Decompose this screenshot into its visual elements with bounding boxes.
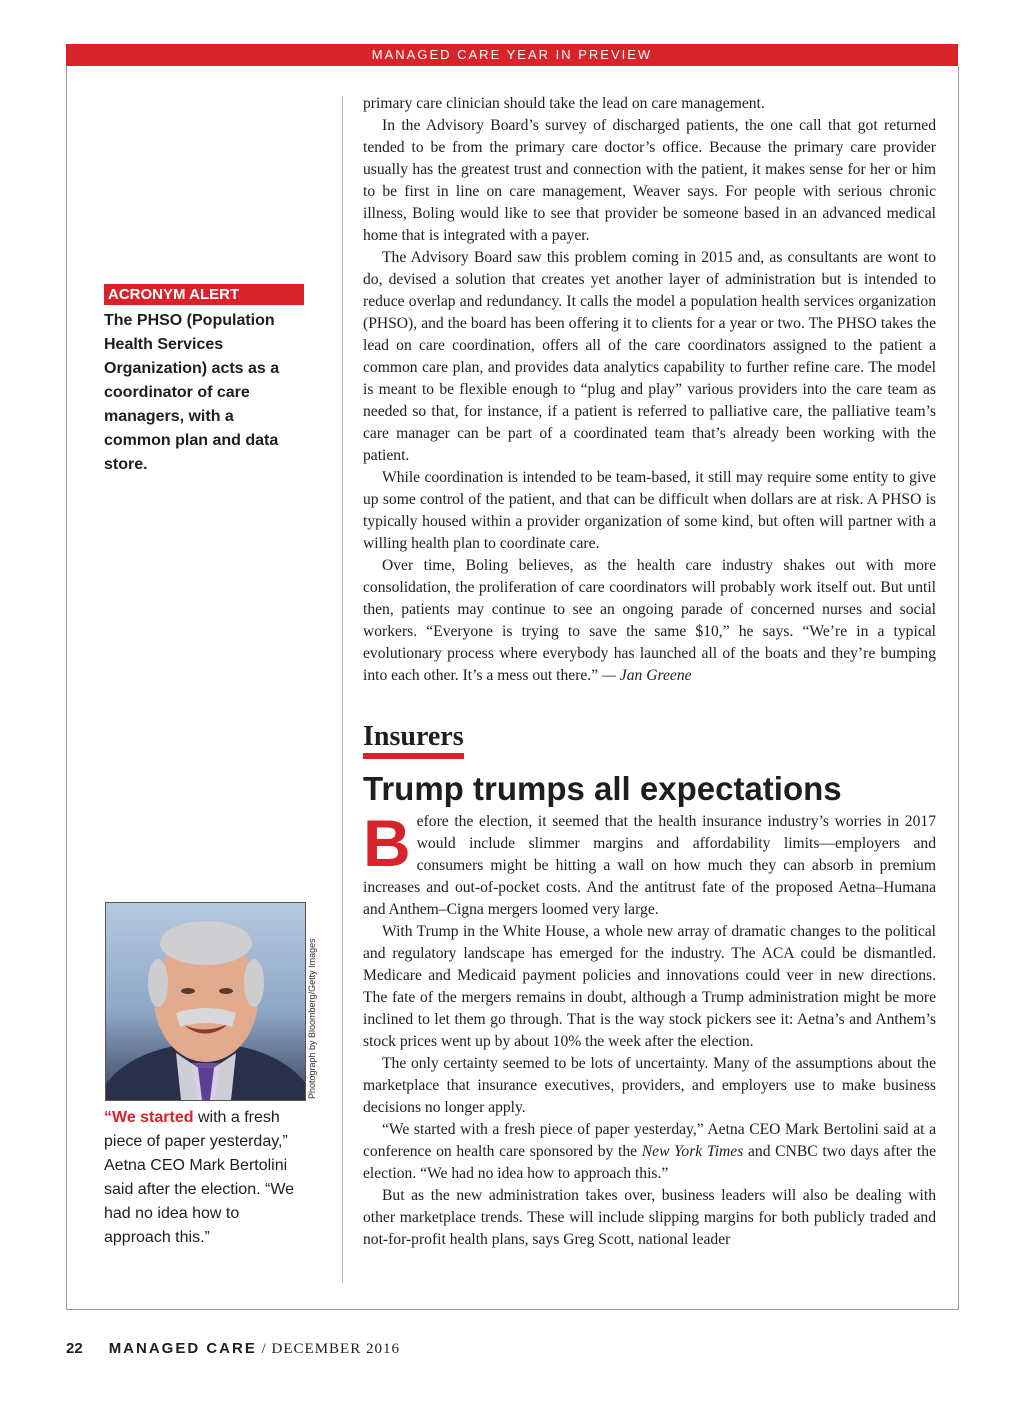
caption-emphasis: “We started: [104, 1109, 194, 1126]
acronym-alert-box: [104, 284, 304, 477]
section-label-insurers: Insurers: [363, 721, 464, 759]
bertolini-photo: [105, 902, 306, 1101]
acronym-alert-text: The PHSO (Population Health Services Organization) acts as a coordinator of care managers, with a common plan and data store.: [104, 312, 280, 473]
column-divider: [342, 96, 343, 1283]
page-number: 22: [66, 1340, 83, 1357]
page-footer: [66, 1340, 400, 1358]
drop-cap: B: [363, 806, 411, 880]
article1-paragraph: While coordination is intended to be team-based, it still may require some entity to give up some control of the patient, and that can be difficult when dollars are at risk. A PHSO is typically housed within a provider organization of some kind, but often will partner with a willing health plan to coordinate care.: [363, 469, 936, 552]
article2-lead-paragraph: [363, 806, 936, 921]
section-banner: [66, 44, 958, 66]
article2-lead-text: efore the election, it seemed that the health insurance industry’s worries in 2017 would include slimmer margins and affordability limits—employers and consumers might be hitting a wall on how much they can absorb in premium increases and out-of-pocket costs. And the antitrust fate of the proposed Aetna–Humana and Anthem–Cigna mergers loomed very large.: [363, 813, 936, 918]
issue-date: / DECEMBER 2016: [256, 1341, 400, 1357]
article2-quote-paragraph: [363, 1119, 936, 1185]
article1-last-paragraph: [363, 555, 936, 687]
quote-before: “We started with a fresh piece of paper yesterday,” Aetna CEO Mark Bertolini said at a conference on health care sponsored by the: [363, 1121, 936, 1160]
article-column: [363, 93, 936, 1251]
byline: — Jan Greene: [602, 667, 692, 684]
article2-headline: Trump trumps all expectations: [363, 770, 842, 807]
photo-credit: Photograph by Bloomberg/Getty Images: [307, 938, 317, 1099]
article1-paragraph: primary care clinician should take the lead on care management.: [363, 95, 765, 112]
magazine-name: MANAGED CARE: [108, 1340, 257, 1357]
photo-caption: [104, 1106, 309, 1250]
article2-final-paragraph: But as the new administration takes over, business leaders will also be dealing with other marketplace trends. These will include slipping margins for both publicly traded and not-for-profit health plans, says Greg Scott, national leader: [363, 1187, 936, 1248]
article1-last-text: Over time, Boling believes, as the health care industry shakes out with more consolidation, the proliferation of care coordinators will probably work itself out. But until then, patients may continue to see an ongoing parade of concerned nurses and social workers. “Everyone is trying to save the same $10,” he says. “We’re in a typical evolutionary process where everybody has launched all of the boats and they’re bumping into each other. It’s a mess out there.”: [363, 557, 936, 684]
article1-paragraph: In the Advisory Board’s survey of discharged patients, the one call that got returned tended to be from the primary care doctor’s office. Because the primary care provider usually has the greatest trust and connection with the patient, it makes sense for her or him to be first in line on care management, Weaver says. For people with serious chronic illness, Boling would like to see that provider be someone based in an advanced medical home that is integrated with a payer.: [363, 117, 936, 244]
article2-paragraph: The only certainty seemed to be lots of uncertainty. Many of the assumptions about the marketplace that insurance executives, providers, and employers use to make business decisions no longer apply.: [363, 1055, 936, 1116]
article2-paragraph: With Trump in the White House, a whole new array of dramatic changes to the political and regulatory landscape has emerged for the industry. The ACA could be dismantled. Medicare and Medicaid payment policies and innovations could veer in new directions. The fate of the mergers remains in doubt, although a Trump administration might be more inclined to let them go through. That is the way stock pickers see it: Aetna’s and Anthem’s stock prices went up by about 10% the week after the election.: [363, 923, 936, 1050]
quote-after: and CNBC two days after the election. “We had no idea how to approach this.”: [363, 1143, 936, 1182]
caption-text: with a fresh piece of paper yesterday,” Aetna CEO Mark Bertolini said after the election. “We had no idea how to approach this.”: [104, 1109, 295, 1246]
portrait-illustration: [106, 903, 305, 1100]
banner-title: MANAGED CARE YEAR IN PREVIEW: [371, 47, 653, 62]
acronym-alert-label: ACRONYM ALERT: [104, 284, 304, 305]
publication-name: New York Times: [641, 1143, 744, 1160]
article1-paragraph: The Advisory Board saw this problem coming in 2015 and, as consultants are wont to do, devised a solution that creates yet another layer of administration but is intended to reduce overlap and redundancy. It calls the model a population health services organization (PHSO), and the board has been offering it to clients for a year or two. The PHSO takes the lead on care coordination, offers all of the care coordinators assigned to the patient a common care plan, and provides data analytics capability to further refine care. The model is meant to be flexible enough to “plug and play” various providers into the care team as needed so that, for instance, if a patient is referred to palliative care, the palliative team’s care manager can be part of a coordinated team that’s already been working with the patient.: [363, 249, 936, 464]
